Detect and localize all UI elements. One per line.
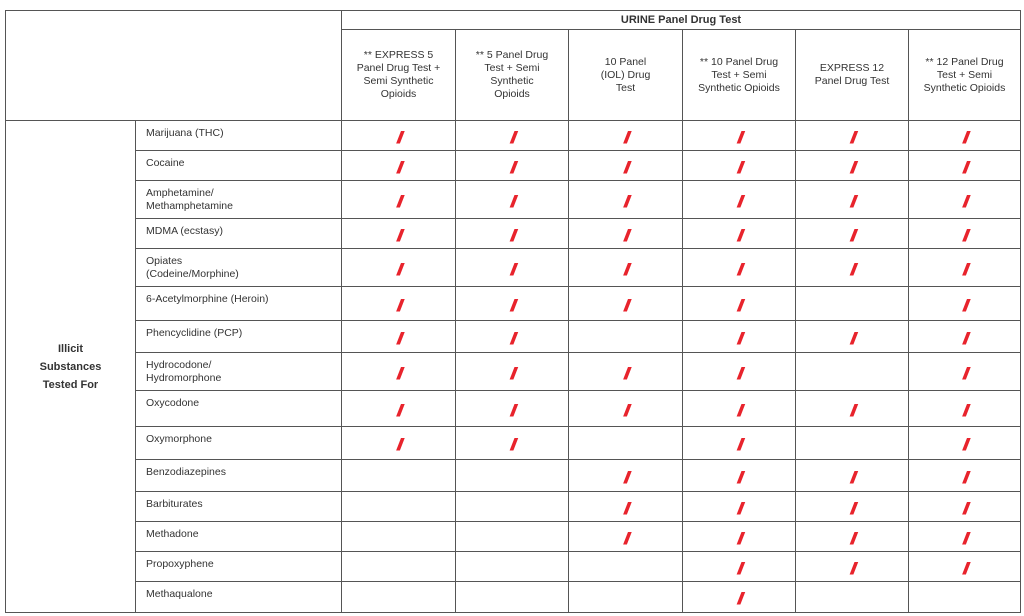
column-header: ** 5 Panel Drug Test + Semi Synthetic Opioids xyxy=(456,30,569,121)
check-mark-icon: // xyxy=(396,225,401,245)
check-mark-icon: // xyxy=(962,259,967,279)
check-mark-icon: // xyxy=(962,157,967,177)
table-row xyxy=(6,552,1021,582)
check-mark-icon: // xyxy=(737,467,741,487)
check-cell xyxy=(342,249,456,287)
check-cell xyxy=(683,287,796,321)
table-row xyxy=(6,151,1021,181)
table-row xyxy=(6,321,1021,353)
substance-label: Propoxyphene xyxy=(136,552,342,582)
check-cell xyxy=(683,391,796,427)
check-cell xyxy=(342,427,456,460)
check-cell xyxy=(342,287,456,321)
check-mark-icon: // xyxy=(737,225,741,245)
check-cell xyxy=(456,427,569,460)
check-mark-icon: // xyxy=(623,363,628,383)
table-row xyxy=(6,460,1021,492)
check-cell xyxy=(796,460,909,492)
check-mark-icon: // xyxy=(962,127,967,147)
empty-corner-cell xyxy=(6,11,342,121)
check-cell xyxy=(909,582,1021,613)
check-mark-icon: // xyxy=(510,435,514,454)
substance-label: Hydrocodone/ Hydromorphone xyxy=(136,353,342,391)
table-row xyxy=(6,492,1021,522)
check-mark-icon: // xyxy=(510,191,514,211)
check-mark-icon: // xyxy=(737,435,741,454)
check-mark-icon: // xyxy=(396,127,401,147)
check-cell xyxy=(456,391,569,427)
check-cell xyxy=(569,121,683,151)
check-mark-icon: // xyxy=(737,127,741,147)
drug-test-table xyxy=(5,10,1021,613)
column-header: ** EXPRESS 5 Panel Drug Test + Semi Synthetic Opioids xyxy=(342,30,456,121)
check-mark-icon: // xyxy=(962,528,967,548)
check-mark-icon: // xyxy=(737,295,741,315)
check-mark-icon: // xyxy=(962,363,967,383)
check-cell xyxy=(569,219,683,249)
check-mark-icon: // xyxy=(396,157,401,177)
substance-label: Phencyclidine (PCP) xyxy=(136,321,342,353)
check-cell xyxy=(342,181,456,219)
check-cell xyxy=(569,391,683,427)
check-cell xyxy=(456,353,569,391)
check-cell xyxy=(683,249,796,287)
check-mark-icon: // xyxy=(396,295,401,315)
check-mark-icon: // xyxy=(962,467,967,487)
check-cell xyxy=(909,121,1021,151)
check-cell xyxy=(342,121,456,151)
check-mark-icon: // xyxy=(623,400,628,420)
check-mark-icon: // xyxy=(396,259,401,279)
check-mark-icon: // xyxy=(623,157,628,177)
check-mark-icon: // xyxy=(623,127,628,147)
table-row xyxy=(6,181,1021,219)
check-cell xyxy=(456,582,569,613)
check-cell xyxy=(569,582,683,613)
check-mark-icon: // xyxy=(737,157,741,177)
check-mark-icon: // xyxy=(623,191,628,211)
check-cell xyxy=(456,181,569,219)
check-mark-icon: // xyxy=(850,157,854,177)
check-mark-icon: // xyxy=(962,400,967,420)
check-mark-icon: // xyxy=(396,400,401,420)
table-row xyxy=(6,353,1021,391)
check-cell xyxy=(909,460,1021,492)
check-cell xyxy=(456,287,569,321)
check-cell xyxy=(683,427,796,460)
check-mark-icon: // xyxy=(737,528,741,548)
check-cell xyxy=(342,522,456,552)
check-cell xyxy=(683,121,796,151)
check-cell xyxy=(456,492,569,522)
check-cell xyxy=(683,151,796,181)
check-cell xyxy=(909,287,1021,321)
check-mark-icon: // xyxy=(962,328,967,348)
check-mark-icon: // xyxy=(623,225,628,245)
substance-label: Oxycodone xyxy=(136,391,342,427)
check-mark-icon: // xyxy=(510,363,514,383)
check-mark-icon: // xyxy=(623,528,628,548)
check-cell xyxy=(909,492,1021,522)
check-cell xyxy=(456,151,569,181)
check-cell xyxy=(683,181,796,219)
check-cell xyxy=(569,552,683,582)
check-mark-icon: // xyxy=(396,363,401,383)
check-cell xyxy=(342,552,456,582)
substance-label: Amphetamine/ Methamphetamine xyxy=(136,181,342,219)
check-mark-icon: // xyxy=(850,558,854,578)
check-cell xyxy=(342,391,456,427)
check-cell xyxy=(683,522,796,552)
check-cell xyxy=(683,353,796,391)
check-cell xyxy=(342,353,456,391)
check-mark-icon: // xyxy=(850,467,854,487)
category-label: Illicit Substances Tested For xyxy=(6,121,136,613)
check-mark-icon: // xyxy=(850,400,854,420)
check-mark-icon: // xyxy=(737,400,741,420)
check-mark-icon: // xyxy=(396,191,401,211)
check-cell xyxy=(796,391,909,427)
check-cell xyxy=(569,181,683,219)
table-row xyxy=(6,249,1021,287)
check-cell xyxy=(569,353,683,391)
check-cell xyxy=(569,492,683,522)
check-cell xyxy=(909,249,1021,287)
check-mark-icon: // xyxy=(623,259,628,279)
check-cell xyxy=(683,460,796,492)
check-mark-icon: // xyxy=(510,400,514,420)
table-row xyxy=(6,522,1021,552)
check-cell xyxy=(342,219,456,249)
check-cell xyxy=(909,181,1021,219)
check-cell xyxy=(569,321,683,353)
check-mark-icon: // xyxy=(737,363,741,383)
check-mark-icon: // xyxy=(850,259,854,279)
check-mark-icon: // xyxy=(737,328,741,348)
table-row xyxy=(6,427,1021,460)
check-mark-icon: // xyxy=(396,435,401,454)
check-cell xyxy=(909,427,1021,460)
substance-label: 6-Acetylmorphine (Heroin) xyxy=(136,287,342,321)
check-cell xyxy=(569,287,683,321)
check-cell xyxy=(342,321,456,353)
check-cell xyxy=(456,249,569,287)
check-mark-icon: // xyxy=(962,191,967,211)
check-mark-icon: // xyxy=(962,558,967,578)
check-mark-icon: // xyxy=(623,467,628,487)
check-cell xyxy=(796,492,909,522)
check-cell xyxy=(796,582,909,613)
check-mark-icon: // xyxy=(850,127,854,147)
check-mark-icon: // xyxy=(962,498,967,518)
check-cell xyxy=(456,522,569,552)
check-mark-icon: // xyxy=(623,498,628,518)
column-header: 10 Panel (IOL) Drug Test xyxy=(569,30,683,121)
check-cell xyxy=(683,219,796,249)
check-cell xyxy=(456,121,569,151)
table-row xyxy=(6,582,1021,613)
check-mark-icon: // xyxy=(510,127,514,147)
check-cell xyxy=(796,121,909,151)
check-mark-icon: // xyxy=(510,295,514,315)
check-cell xyxy=(796,321,909,353)
check-cell xyxy=(796,353,909,391)
check-cell xyxy=(796,287,909,321)
check-cell xyxy=(909,219,1021,249)
check-cell xyxy=(456,460,569,492)
check-cell xyxy=(796,249,909,287)
substance-label: Cocaine xyxy=(136,151,342,181)
check-mark-icon: // xyxy=(850,225,854,245)
table-title: URINE Panel Drug Test xyxy=(342,11,1021,30)
check-mark-icon: // xyxy=(396,328,401,348)
check-mark-icon: // xyxy=(510,259,514,279)
substance-label: Benzodiazepines xyxy=(136,460,342,492)
table-row xyxy=(6,391,1021,427)
check-mark-icon: // xyxy=(737,259,741,279)
check-mark-icon: // xyxy=(962,225,967,245)
check-cell xyxy=(909,151,1021,181)
check-cell xyxy=(342,492,456,522)
check-cell xyxy=(909,552,1021,582)
check-cell xyxy=(569,427,683,460)
check-mark-icon: // xyxy=(737,558,741,578)
check-cell xyxy=(683,552,796,582)
table-row xyxy=(6,121,1021,151)
check-cell xyxy=(909,353,1021,391)
check-cell xyxy=(796,552,909,582)
check-mark-icon: // xyxy=(737,191,741,211)
check-mark-icon: // xyxy=(510,157,514,177)
substance-label: Opiates (Codeine/Morphine) xyxy=(136,249,342,287)
check-mark-icon: // xyxy=(510,328,514,348)
check-cell xyxy=(569,151,683,181)
check-cell xyxy=(569,522,683,552)
substance-label: Barbiturates xyxy=(136,492,342,522)
check-mark-icon: // xyxy=(737,498,741,518)
check-cell xyxy=(796,219,909,249)
check-cell xyxy=(456,219,569,249)
check-cell xyxy=(796,181,909,219)
check-mark-icon: // xyxy=(850,191,854,211)
check-mark-icon: // xyxy=(850,328,854,348)
check-cell xyxy=(456,552,569,582)
table-row xyxy=(6,219,1021,249)
check-cell xyxy=(456,321,569,353)
check-mark-icon: // xyxy=(623,295,628,315)
check-cell xyxy=(796,151,909,181)
check-mark-icon: // xyxy=(850,528,854,548)
substance-label: Methaqualone xyxy=(136,582,342,613)
check-cell xyxy=(342,151,456,181)
substance-label: Marijuana (THC) xyxy=(136,121,342,151)
check-cell xyxy=(909,391,1021,427)
column-header: ** 10 Panel Drug Test + Semi Synthetic Opioids xyxy=(683,30,796,121)
check-cell xyxy=(569,460,683,492)
check-cell xyxy=(909,321,1021,353)
table-row xyxy=(6,287,1021,321)
column-header: ** 12 Panel Drug Test + Semi Synthetic Opioids xyxy=(909,30,1021,121)
check-mark-icon: // xyxy=(850,498,854,518)
check-mark-icon: // xyxy=(962,295,967,315)
check-mark-icon: // xyxy=(962,435,967,454)
check-cell xyxy=(683,321,796,353)
check-cell xyxy=(342,460,456,492)
check-mark-icon: // xyxy=(737,589,741,608)
substance-label: Oxymorphone xyxy=(136,427,342,460)
check-cell xyxy=(796,522,909,552)
check-cell xyxy=(909,522,1021,552)
check-cell xyxy=(569,249,683,287)
substance-label: Methadone xyxy=(136,522,342,552)
check-cell xyxy=(683,492,796,522)
check-cell xyxy=(796,427,909,460)
column-header: EXPRESS 12 Panel Drug Test xyxy=(796,30,909,121)
check-cell xyxy=(342,582,456,613)
check-mark-icon: // xyxy=(510,225,514,245)
substance-label: MDMA (ecstasy) xyxy=(136,219,342,249)
check-cell xyxy=(683,582,796,613)
